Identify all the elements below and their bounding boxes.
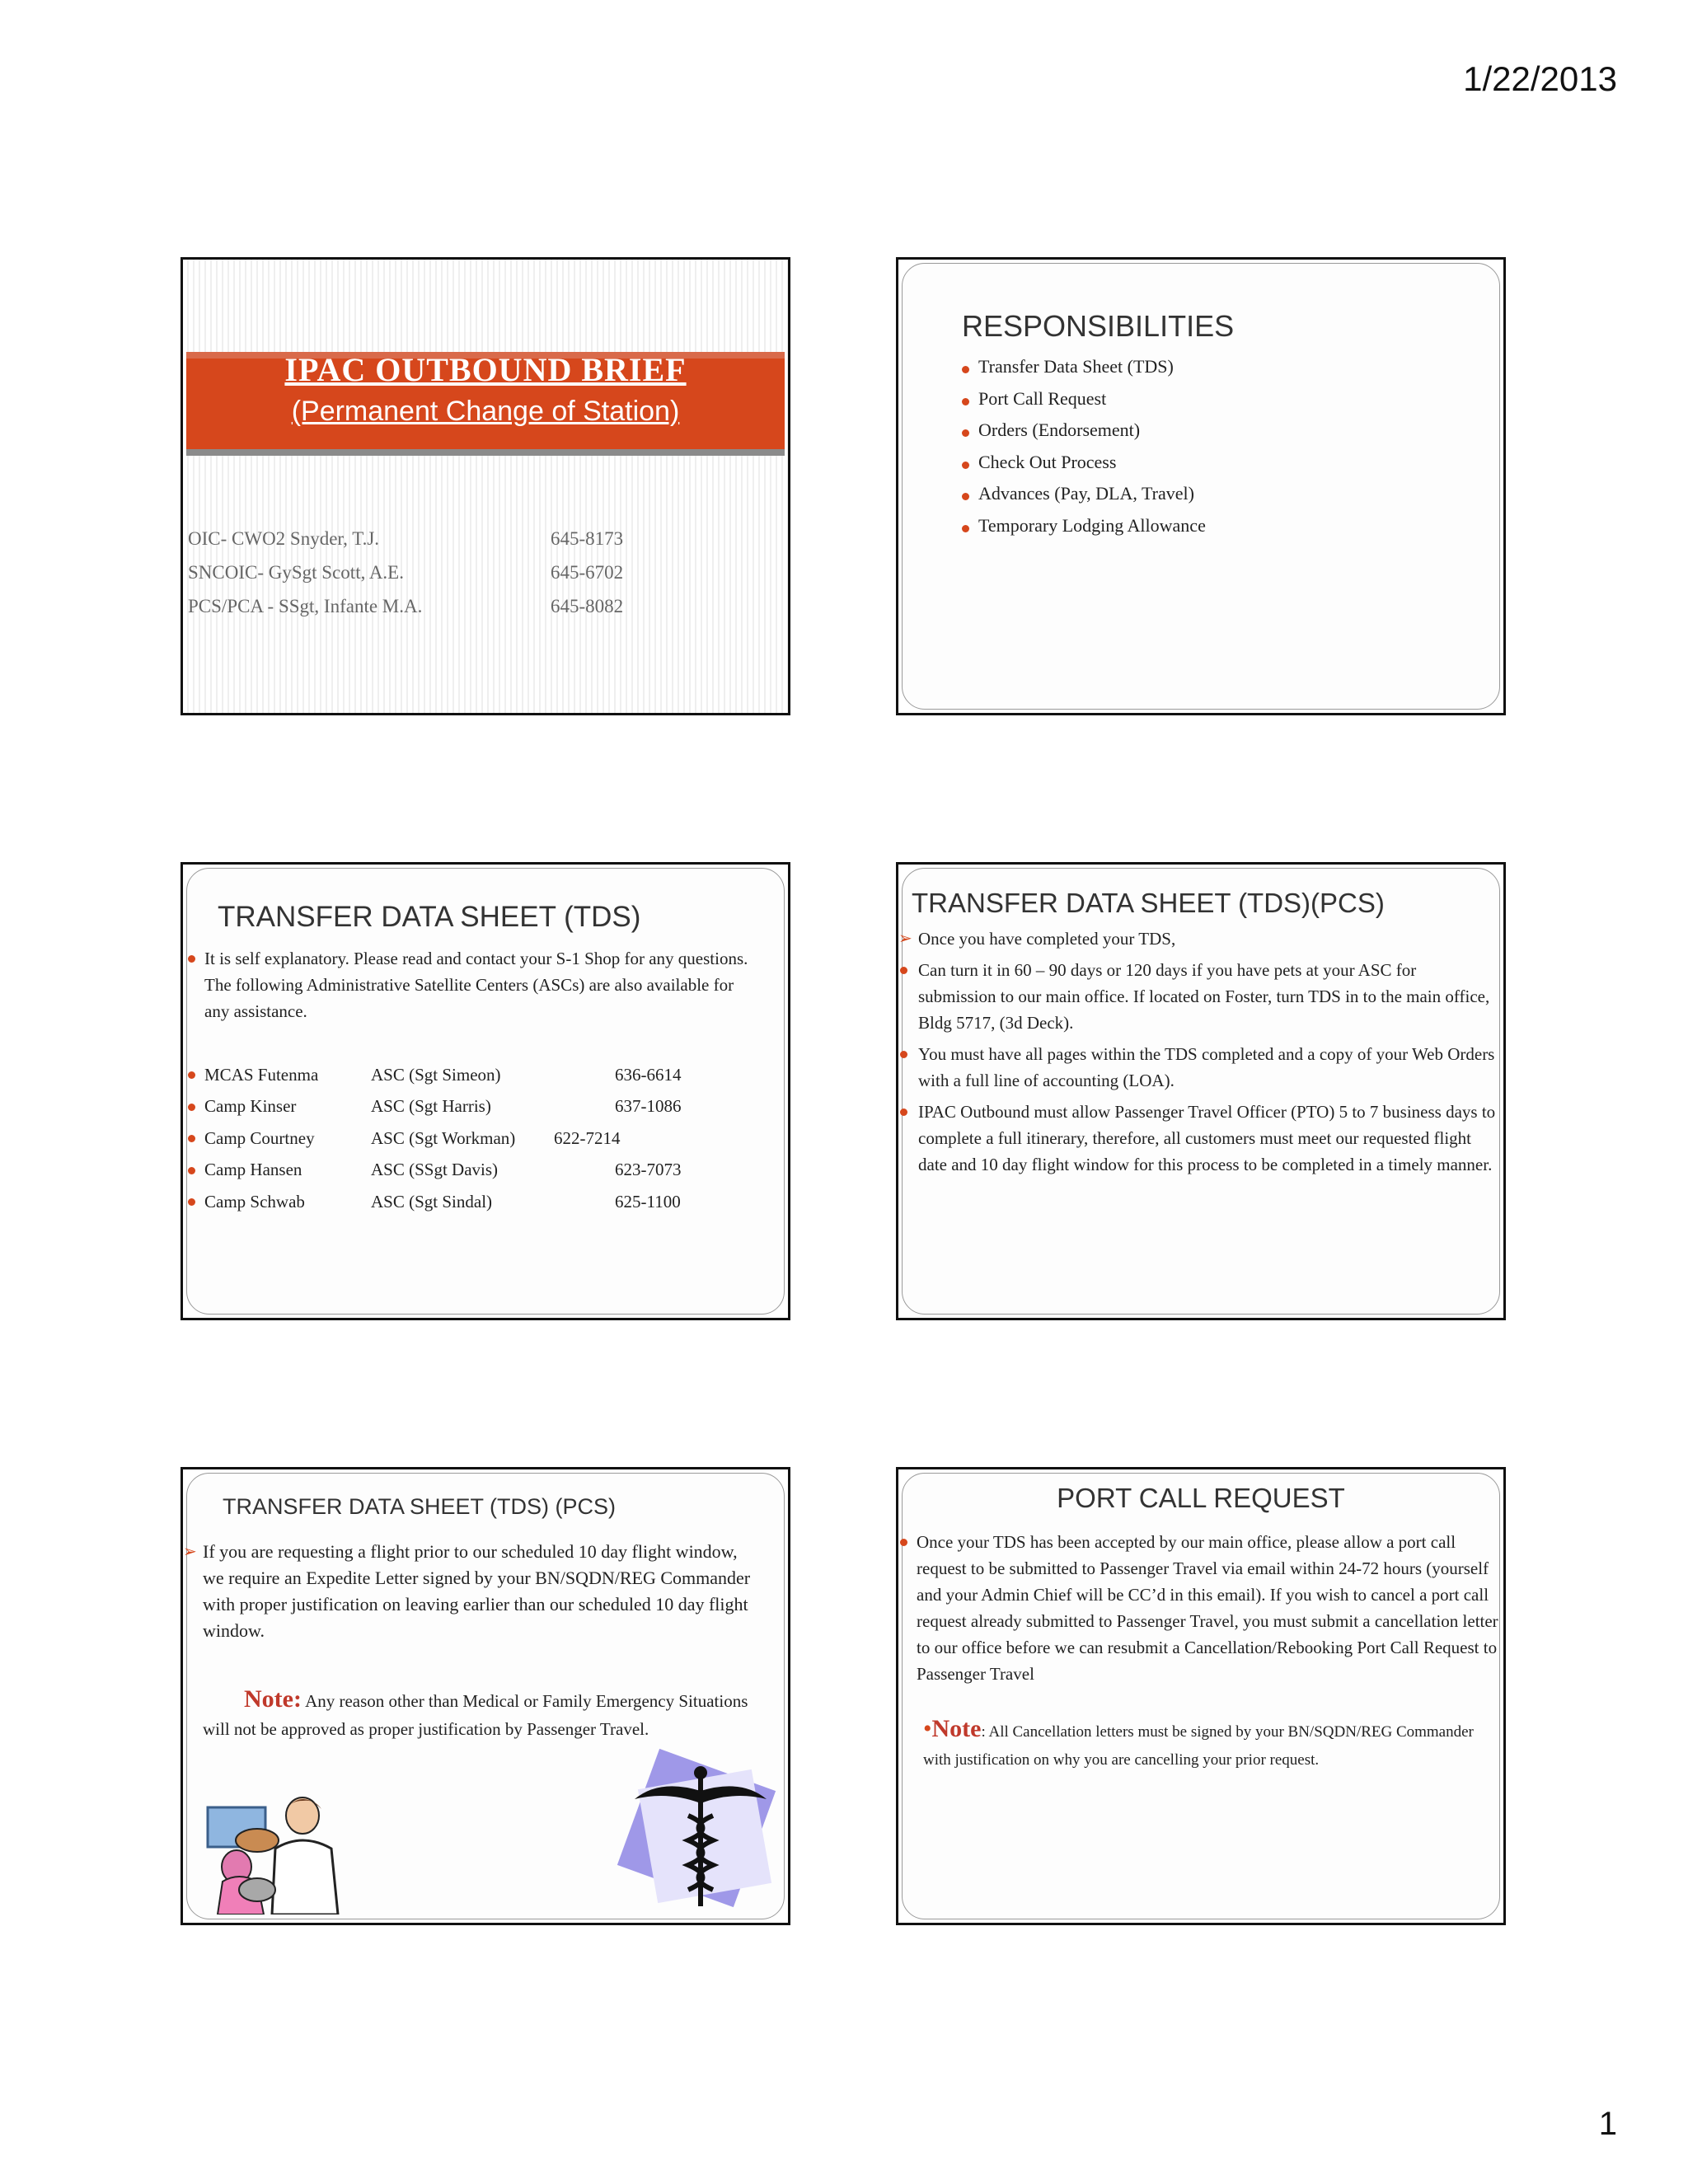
page-date: 1/22/2013 [1463, 59, 1617, 98]
list-item-text: You must have all pages within the TDS completed and a copy of your Web Orders with a full line of accounting (LOA). [918, 1044, 1495, 1090]
slide-tds-pcs-expedite [181, 1467, 790, 1925]
list-item [898, 1529, 1498, 1687]
expedite-list [183, 1539, 760, 1644]
caduceus-icon [610, 1741, 790, 1923]
bullet-icon: • [923, 1715, 932, 1742]
asc-phone: 637-1086 [615, 1096, 682, 1117]
asc-row [186, 1155, 682, 1187]
list-item [898, 926, 1498, 952]
list-item-text: If you are requesting a flight prior to our scheduled 10 day flight window, we require an Expedite Letter signed by your BN/SQDN/REG Commander with proper justification on leaving earlier than our scheduled 10 day flight window. [203, 1541, 751, 1641]
list-item [960, 515, 1206, 547]
list-item-text: Once your TDS has been accepted by our main office, please allow a port call request to be submitted to Passenger Travel via email within 24-72 hours (yourself and your Admin Chief will be CC’d in this email). If you wish to cancel a port call request already submitted to Passenger Travel, you must submit a cancellation letter to our office before we can resubmit a Cancellation/Rebooking Port Call Request to Passenger Travel [917, 1532, 1498, 1684]
list-item-text: Can turn it in 60 – 90 days or 120 days if you have pets at your ASC for submission to our main office. If located on Foster, turn TDS in to the main office, Bldg 5717, (3d Deck). [918, 960, 1490, 1033]
list-item-text: IPAC Outbound must allow Passenger Travel Officer (PTO) 5 to 7 business days to complete a full itinerary, therefore, all customers must meet our requested flight date and 10 day flight window for this process to be completed in a timely manner. [918, 1102, 1496, 1174]
contact-name: PCS/PCA - SSgt, Infante M.A. [188, 595, 423, 616]
veterinarian-clipart [199, 1791, 364, 1915]
slide-heading: PORT CALL REQUEST [1057, 1483, 1345, 1513]
bullet-icon [188, 1071, 195, 1079]
asc-camp: Camp Courtney [204, 1127, 315, 1148]
note-text: Any reason other than Medical or Family Emergency Situations will not be approved as proper justification by Passenger Travel. [203, 1691, 748, 1739]
asc-phone: 636-6614 [615, 1064, 682, 1085]
bullet-icon [188, 955, 195, 963]
contact-row [188, 589, 623, 623]
list-item [186, 945, 755, 1024]
bullet-icon [900, 1539, 907, 1546]
bullet-icon [900, 967, 907, 974]
list-item [898, 1041, 1498, 1094]
note-block [203, 1685, 771, 1743]
list-item [898, 957, 1498, 1036]
note-label: Note: [244, 1685, 302, 1713]
slide-tds-pcs [896, 862, 1506, 1320]
note-text: : All Cancellation letters must be signed by your BN/SQDN/REG Commander with justification on why you are cancelling your prior request. [923, 1723, 1474, 1769]
bullet-icon [962, 525, 969, 532]
asc-contact: ASC (Sgt Harris) [371, 1096, 491, 1117]
list-item-text: Transfer Data Sheet (TDS) [978, 356, 1174, 377]
page-number: 1 [1598, 2106, 1617, 2142]
list-item-text: Once you have completed your TDS, [918, 929, 1176, 949]
asc-phone: 622-7214 [554, 1127, 621, 1148]
slide-heading: TRANSFER DATA SHEET (TDS) (PCS) [223, 1494, 617, 1519]
intro-text: It is self explanatory. Please read and contact your S-1 Shop for any questions. The following Administrative Satellite Centers (ASCs) are also available for any assistance. [204, 949, 748, 1021]
intro-list [186, 945, 755, 1024]
list-item-text: Advances (Pay, DLA, Travel) [978, 483, 1194, 504]
slide-subtitle: (Permanent Change of Station) [291, 396, 680, 427]
list-item [960, 388, 1206, 420]
asc-list [186, 1059, 682, 1218]
slide-title-brief [181, 257, 790, 715]
contact-row [188, 522, 623, 555]
note-block [923, 1715, 1500, 1774]
bullet-icon [900, 1051, 907, 1058]
slide-heading: TRANSFER DATA SHEET (TDS) [218, 901, 641, 933]
asc-contact: ASC (Sgt Workman) [371, 1127, 516, 1148]
bullet-icon [962, 462, 969, 469]
asc-camp: Camp Kinser [204, 1096, 297, 1117]
bullet-icon [900, 1108, 907, 1116]
slide-heading: TRANSFER DATA SHEET (TDS)(PCS) [912, 888, 1385, 918]
bullet-icon [962, 366, 969, 373]
list-item [960, 483, 1206, 515]
accent-band-bottom [186, 449, 785, 456]
asc-contact: ASC (Sgt Sindal) [371, 1191, 493, 1212]
arrow-bullet-icon: ➢ [183, 1543, 197, 1561]
asc-row [186, 1122, 682, 1155]
asc-camp: Camp Hansen [204, 1160, 302, 1180]
asc-row [186, 1059, 682, 1091]
asc-phone: 625-1100 [615, 1191, 681, 1212]
asc-camp: Camp Schwab [204, 1191, 305, 1212]
slide-tds [181, 862, 790, 1320]
list-item [960, 419, 1206, 452]
tds-pcs-list [898, 926, 1498, 1183]
list-item-text: Temporary Lodging Allowance [978, 514, 1206, 536]
contact-phone: 645-8082 [551, 595, 624, 616]
bullet-icon [188, 1135, 195, 1142]
list-item-text: Port Call Request [978, 387, 1107, 409]
contact-phone: 645-6702 [551, 561, 624, 583]
responsibility-list [960, 356, 1206, 546]
bullet-icon [962, 493, 969, 500]
bullet-icon [188, 1167, 195, 1174]
contact-name: SNCOIC- GySgt Scott, A.E. [188, 561, 404, 583]
asc-phone: 623-7073 [615, 1160, 682, 1180]
asc-row [186, 1186, 682, 1218]
arrow-bullet-icon: ➢ [898, 930, 912, 948]
bullet-icon [188, 1104, 195, 1111]
slide-port-call [896, 1467, 1506, 1925]
list-item [960, 356, 1206, 388]
note-label: Note [931, 1715, 982, 1742]
bullet-icon [962, 429, 969, 437]
list-item [183, 1539, 760, 1644]
list-item [960, 452, 1206, 484]
list-item-text: Check Out Process [978, 451, 1117, 472]
bullet-icon [188, 1198, 195, 1206]
asc-row [186, 1091, 682, 1123]
striped-background [183, 260, 788, 713]
contact-phone: 645-8173 [551, 527, 624, 549]
asc-contact: ASC (Sgt Simeon) [371, 1064, 501, 1085]
asc-camp: MCAS Futenma [204, 1064, 319, 1085]
contact-list [188, 522, 623, 623]
asc-contact: ASC (SSgt Davis) [371, 1160, 499, 1180]
slide-heading: RESPONSIBILITIES [962, 309, 1235, 343]
contact-name: OIC- CWO2 Snyder, T.J. [188, 527, 380, 549]
list-item [898, 1099, 1498, 1178]
slide-title: IPAC OUTBOUND BRIEF [284, 351, 687, 388]
contact-row [188, 555, 623, 589]
slide-responsibilities [896, 257, 1506, 715]
bullet-icon [962, 398, 969, 405]
title-band [186, 351, 785, 449]
list-item-text: Orders (Endorsement) [978, 419, 1141, 440]
port-call-list [898, 1529, 1498, 1687]
